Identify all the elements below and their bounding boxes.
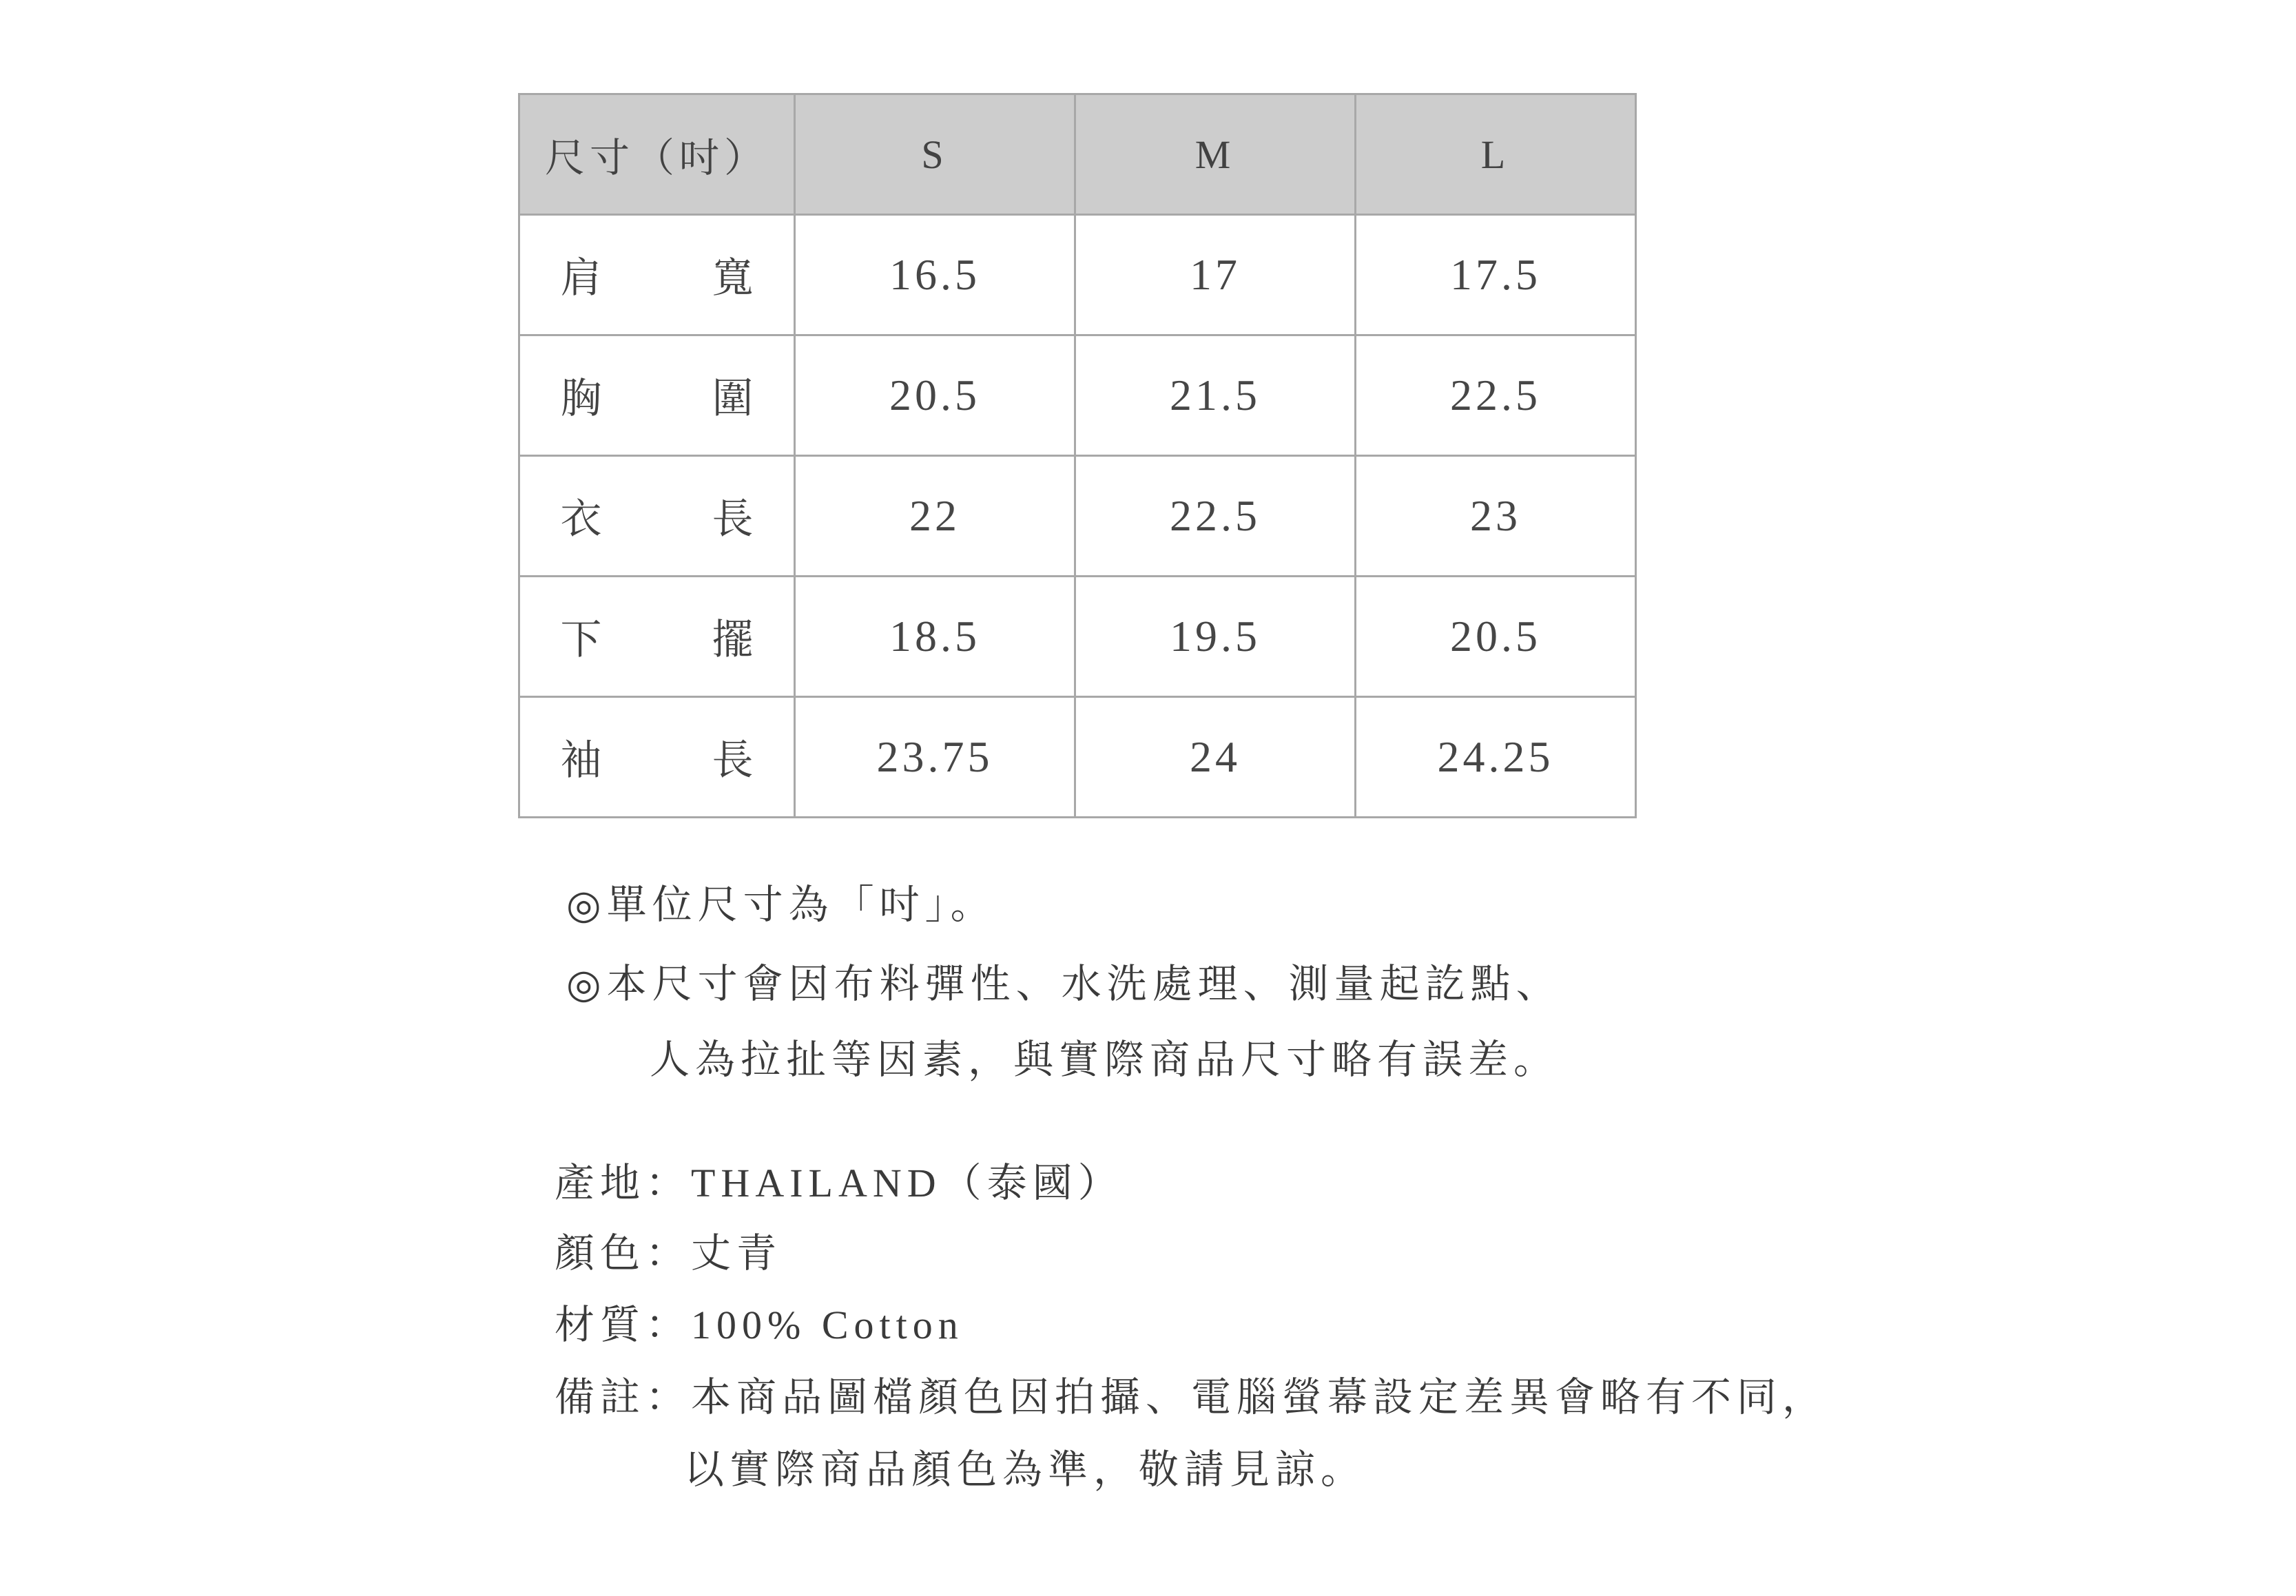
row-label-char: 胸 bbox=[560, 376, 602, 422]
header-unit-cell: 尺寸（吋） bbox=[519, 94, 795, 215]
size-table-header-row bbox=[519, 94, 1636, 215]
row-label-char: 衣 bbox=[560, 497, 602, 542]
size-table bbox=[518, 93, 1637, 818]
size-value: 20.5 bbox=[795, 335, 1075, 456]
product-remark-1: 備註：本商品圖檔顏色因拍攝、電腦螢幕設定差異會略有不同， bbox=[555, 1375, 1828, 1420]
header-size-s: S bbox=[795, 94, 1075, 215]
size-value: 18.5 bbox=[795, 577, 1075, 697]
row-label-hem bbox=[519, 577, 795, 697]
size-value: 20.5 bbox=[1356, 577, 1636, 697]
row-label-char: 長 bbox=[712, 497, 754, 542]
row-label-char: 寬 bbox=[712, 256, 754, 301]
size-value: 17 bbox=[1075, 215, 1356, 335]
size-value: 17.5 bbox=[1356, 215, 1636, 335]
size-value: 19.5 bbox=[1075, 577, 1356, 697]
row-label-char: 擺 bbox=[712, 617, 754, 663]
table-row-hem bbox=[519, 577, 1636, 697]
table-row-sleeve bbox=[519, 697, 1636, 818]
note-tolerance-1: ◎本尺寸會因布料彈性、水洗處理、測量起訖點、 bbox=[566, 962, 1562, 1006]
size-value: 23.75 bbox=[795, 697, 1075, 818]
size-value: 22.5 bbox=[1356, 335, 1636, 456]
note-tolerance-2: 人為拉扯等因素，與實際商品尺寸略有誤差。 bbox=[650, 1037, 1560, 1082]
size-value: 24 bbox=[1075, 697, 1356, 818]
row-label-length bbox=[519, 456, 795, 577]
row-label-sleeve bbox=[519, 697, 795, 818]
size-value: 22 bbox=[795, 456, 1075, 577]
product-remark-2: 以實際商品顏色為準，敬請見諒。 bbox=[684, 1447, 1367, 1492]
note-unit: ◎單位尺寸為「吋」。 bbox=[566, 882, 996, 927]
table-row-shoulder bbox=[519, 215, 1636, 335]
product-origin: 產地：THAILAND（泰國） bbox=[555, 1161, 1124, 1205]
size-value: 21.5 bbox=[1075, 335, 1356, 456]
header-size-l: L bbox=[1356, 94, 1636, 215]
size-value: 23 bbox=[1356, 456, 1636, 577]
row-label-char: 下 bbox=[560, 617, 602, 663]
row-label-char: 肩 bbox=[560, 256, 602, 301]
size-value: 16.5 bbox=[795, 215, 1075, 335]
row-label-char: 圍 bbox=[712, 376, 754, 422]
row-label-chest bbox=[519, 335, 795, 456]
size-value: 24.25 bbox=[1356, 697, 1636, 818]
product-material: 材質：100% Cotton bbox=[555, 1303, 964, 1347]
row-label-char: 長 bbox=[712, 738, 754, 783]
product-color: 顏色：丈青 bbox=[555, 1231, 783, 1276]
table-row-length bbox=[519, 456, 1636, 577]
size-value: 22.5 bbox=[1075, 456, 1356, 577]
row-label-char: 袖 bbox=[560, 738, 602, 783]
table-row-chest bbox=[519, 335, 1636, 456]
row-label-shoulder bbox=[519, 215, 795, 335]
header-size-m: M bbox=[1075, 94, 1356, 215]
